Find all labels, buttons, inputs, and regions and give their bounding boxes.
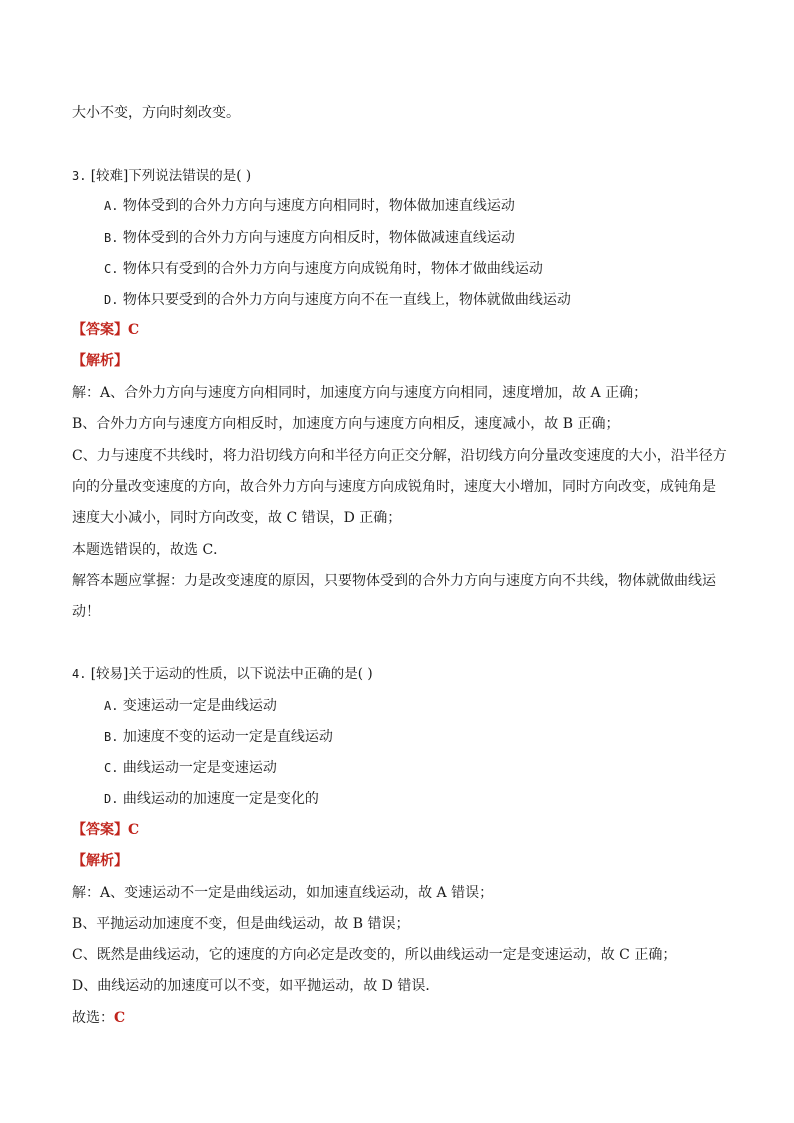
question-3-tag: [较难] — [90, 168, 129, 184]
question-4-number: 4. — [72, 667, 87, 681]
answer-label: 【答案】 — [72, 322, 128, 338]
question-4-header — [72, 664, 373, 684]
final-label: 故选： — [72, 1010, 114, 1026]
question-4-analysis-line: C、既然是曲线运动，它的速度的方向必定是改变的，所以曲线运动一定是变速运动，故 C 正确； — [72, 947, 677, 963]
question-4-analysis-label: 【解析】 — [72, 853, 128, 869]
question-4-option-a: A. 变速运动一定是曲线运动 — [104, 698, 277, 714]
question-4-option-b: B. 加速度不变的运动一定是直线运动 — [104, 729, 333, 745]
answer-label: 【答案】 — [72, 822, 128, 838]
question-3-header — [72, 166, 251, 186]
question-3-option-c: C. 物体只有受到的合外力方向与速度方向成锐角时，物体才做曲线运动 — [104, 261, 543, 277]
question-3-answer — [72, 320, 139, 340]
question-3-stem: 下列说法错误的是( ) — [128, 168, 252, 184]
question-4-option-d: D. 曲线运动的加速度一定是变化的 — [104, 791, 319, 807]
question-4-final-answer — [72, 1008, 125, 1028]
question-3-analysis-line: 向的分量改变速度的方向，故合外力方向与速度方向成锐角时，速度大小增加，同时方向改变，成钝角是 — [72, 479, 716, 495]
question-3-analysis-line: 本题选错误的，故选 C． — [72, 542, 228, 558]
question-3-option-a: A. 物体受到的合外力方向与速度方向相同时，物体做加速直线运动 — [104, 198, 515, 214]
question-4-analysis-line: B、平抛运动加速度不变，但是曲线运动，故 B 错误； — [72, 916, 410, 932]
question-3-analysis-line: 动！ — [72, 604, 100, 620]
answer-value: C — [128, 322, 140, 338]
question-3-number: 3. — [72, 169, 87, 183]
final-value: C — [114, 1010, 126, 1026]
question-3-option-b: B. 物体受到的合外力方向与速度方向相反时，物体做减速直线运动 — [104, 230, 515, 246]
question-3-analysis-line: 速度大小减小，同时方向改变，故 C 错误，D 正确； — [72, 510, 402, 526]
question-4-answer — [72, 820, 139, 840]
question-4-analysis-line: D、曲线运动的加速度可以不变，如平抛运动，故 D 错误． — [72, 978, 440, 994]
question-3-analysis-line: 解答本题应掌握：力是改变速度的原因，只要物体受到的合外力方向与速度方向不共线，物体就做曲线运 — [72, 573, 716, 589]
question-4-tag: [较易] — [90, 666, 129, 682]
question-3-analysis-line: 解：A、合外力方向与速度方向相同时，加速度方向与速度方向相同，速度增加，故 A 正确； — [72, 385, 648, 401]
question-3-analysis-line: B、合外力方向与速度方向相反时，加速度方向与速度方向相反，速度减小，故 B 正确； — [72, 416, 620, 432]
question-4-analysis-line: 解：A、变速运动不一定是曲线运动，如加速直线运动，故 A 错误； — [72, 885, 494, 901]
question-3-analysis-label: 【解析】 — [72, 353, 128, 369]
question-4-option-c: C. 曲线运动一定是变速运动 — [104, 760, 277, 776]
question-4-stem: 关于运动的性质，以下说法中正确的是( ) — [128, 666, 373, 682]
question-3-option-d: D. 物体只要受到的合外力方向与速度方向不在一直线上，物体就做曲线运动 — [104, 292, 571, 308]
continuation-text: 大小不变，方向时刻改变。 — [72, 105, 240, 121]
question-3-analysis-line: C、力与速度不共线时，将力沿切线方向和半径方向正交分解，沿切线方向分量改变速度的大小，沿半径方 — [72, 448, 727, 464]
answer-value: C — [128, 822, 140, 838]
